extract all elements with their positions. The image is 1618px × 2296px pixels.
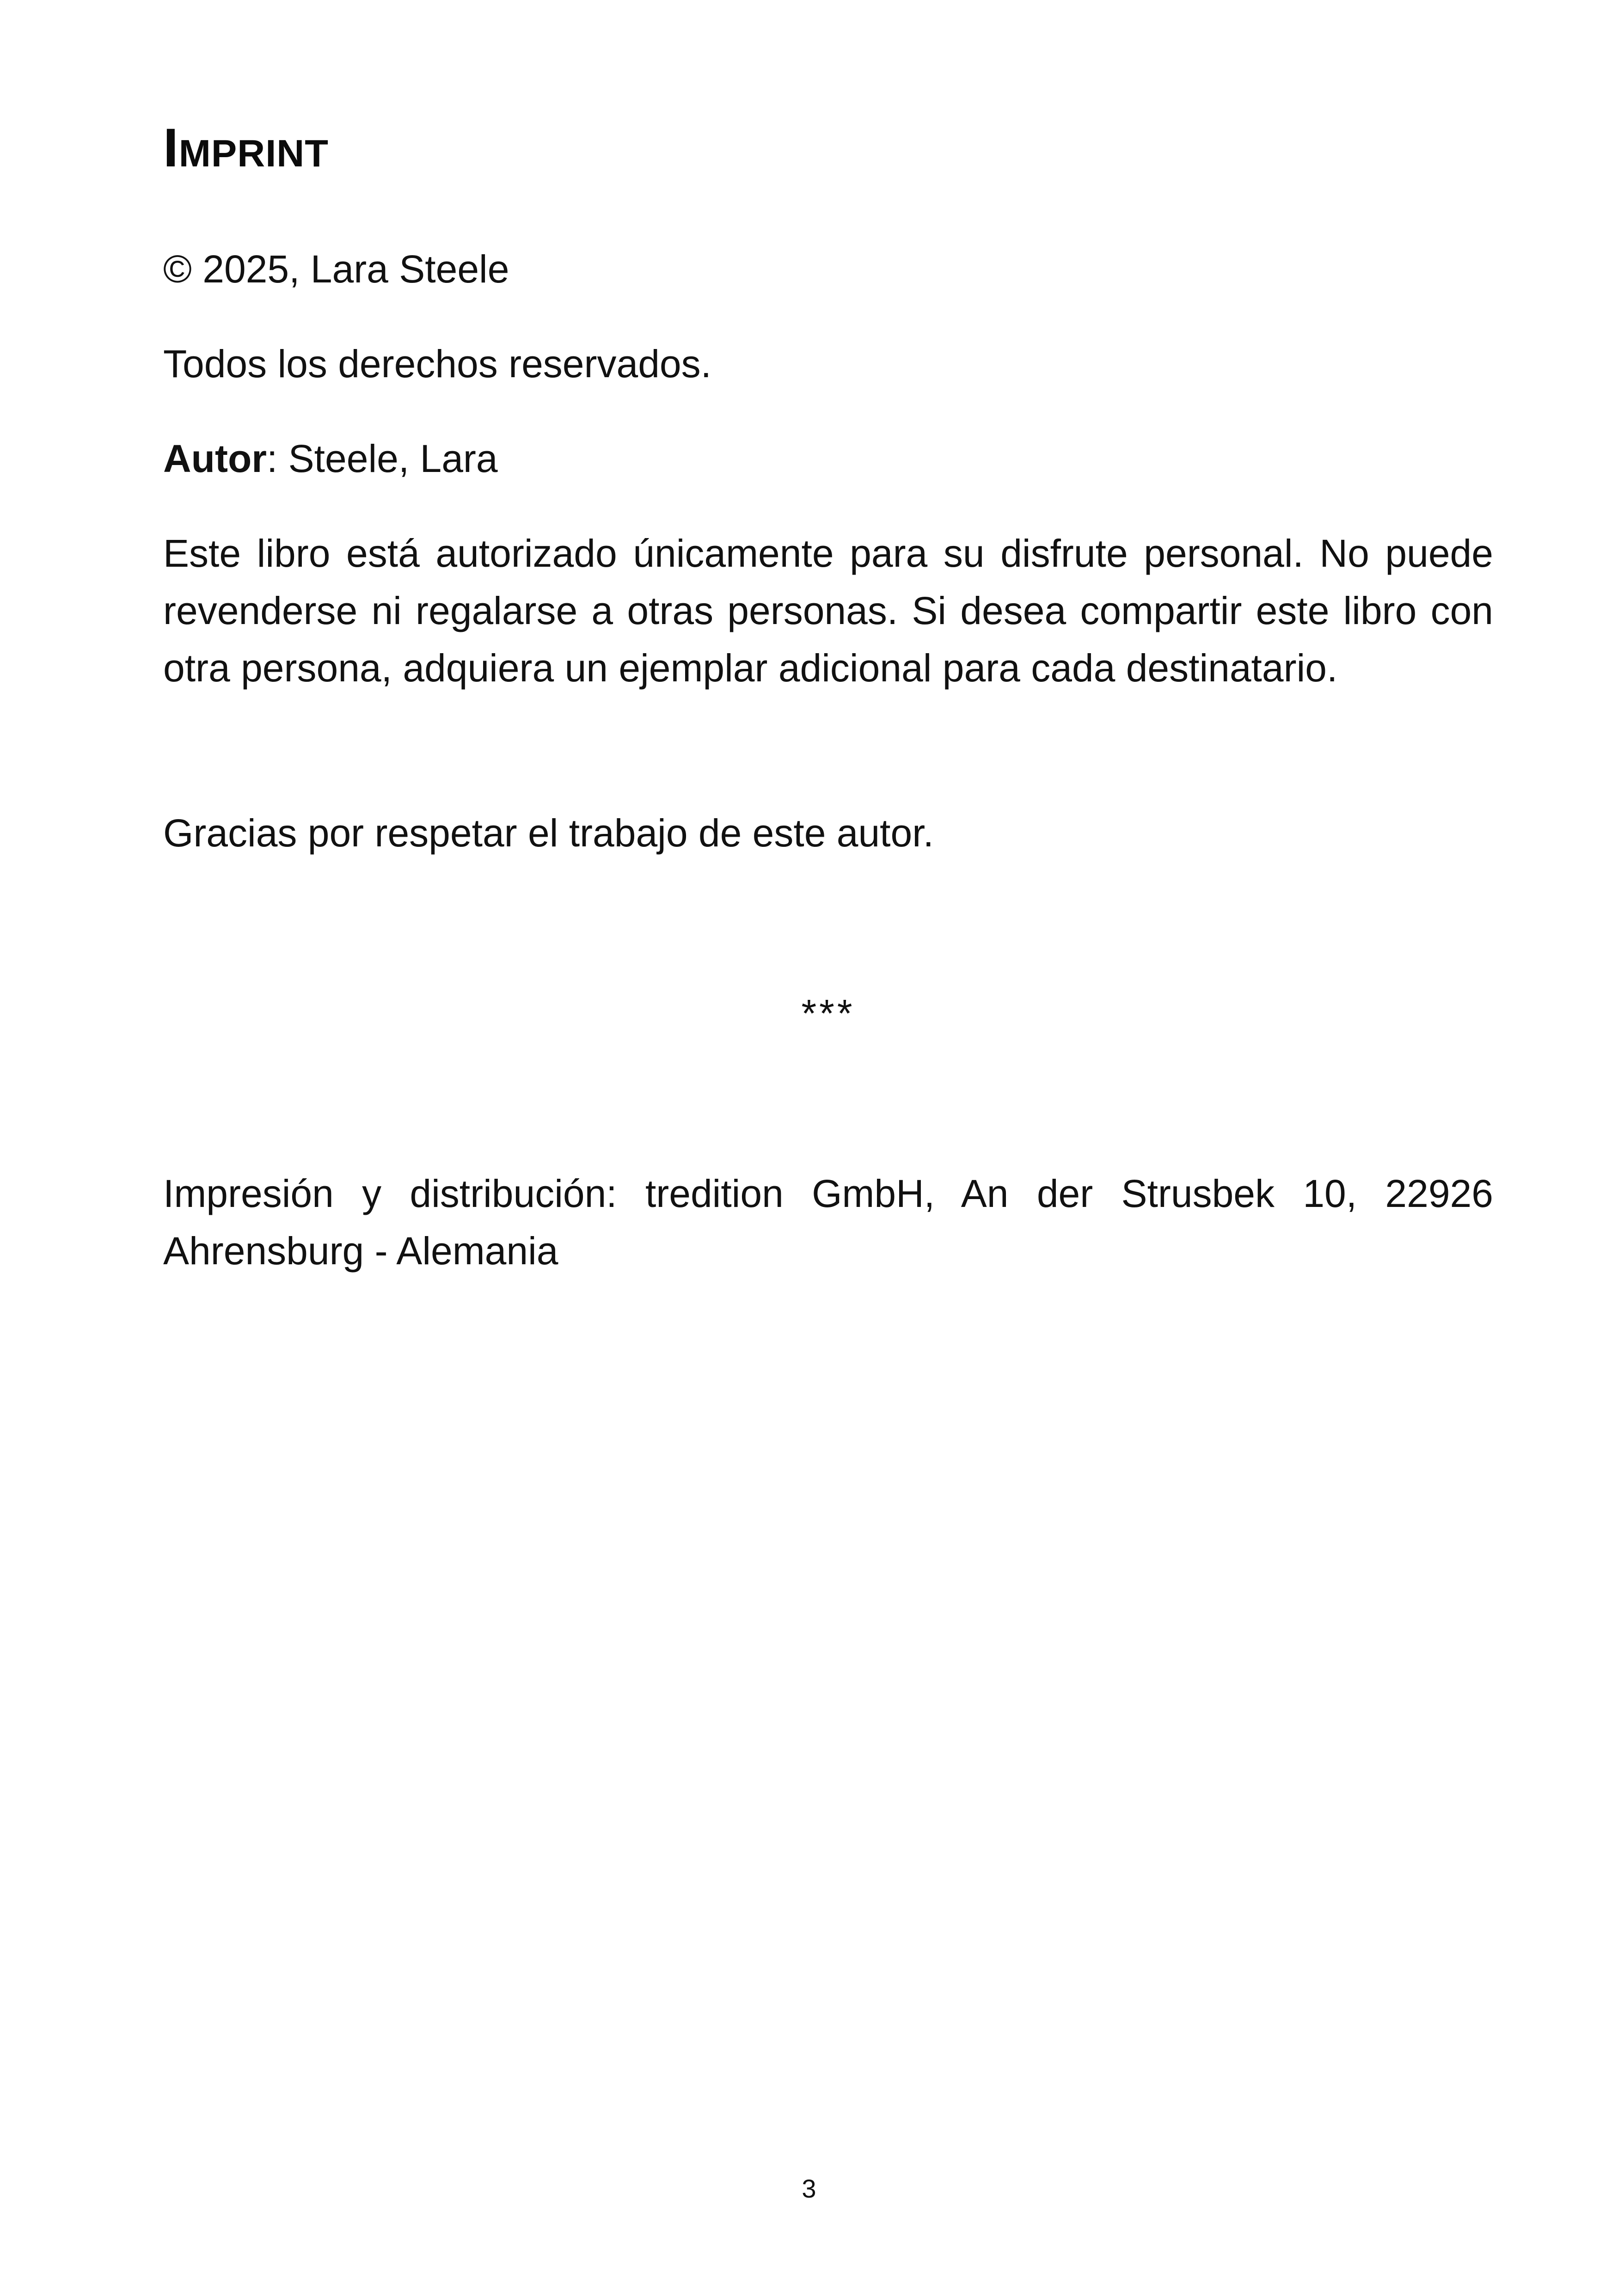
printer-line-2: Ahrensburg - Alemania bbox=[163, 1229, 558, 1273]
page-number: 3 bbox=[802, 2174, 816, 2203]
section-separator: *** bbox=[801, 992, 855, 1035]
author-line bbox=[163, 430, 1493, 487]
printer-line-1: Impresión y distribución: tredition GmbH, An der Strusbek 10, 22926 bbox=[163, 1172, 1493, 1215]
printer-info bbox=[163, 1165, 1493, 1280]
copyright-line: © 2025, Lara Steele bbox=[163, 247, 509, 291]
author-label: Autor bbox=[163, 437, 267, 480]
author-name: Steele, Lara bbox=[288, 437, 498, 480]
imprint-content bbox=[163, 116, 1493, 1273]
rights-statement: Todos los derechos reservados. bbox=[163, 342, 711, 386]
page-title: Imprint bbox=[163, 117, 329, 178]
thanks-line: Gracias por respetar el trabajo de este autor. bbox=[163, 811, 934, 855]
author-separator: : bbox=[266, 437, 288, 480]
license-paragraph: Este libro está autorizado únicamente para su disfrute personal. No puede revenderse ni regalarse a otras personas. Si desea compartir este libro con otra persona, adquiera un ejemplar adicional para cada destinatario. bbox=[163, 532, 1493, 690]
